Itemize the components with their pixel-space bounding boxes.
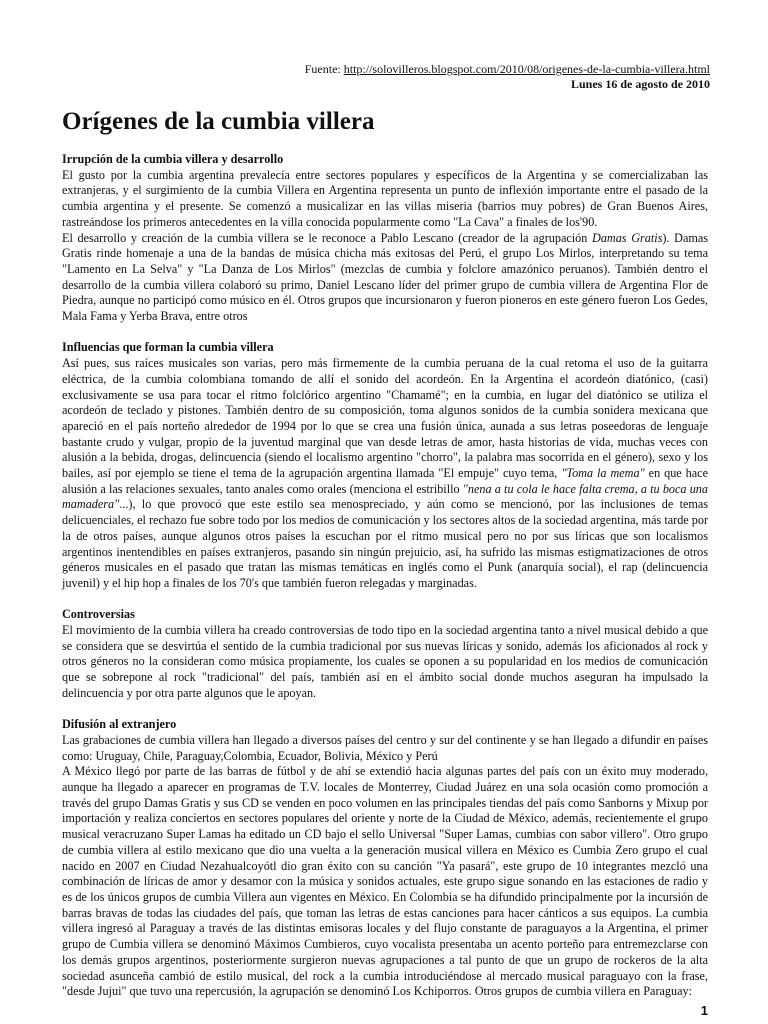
source-link[interactable]: http://solovilleros.blogspot.com/2010/08/origenes-de-la-cumbia-villera.html	[343, 62, 710, 76]
paragraph: Las grabaciones de cumbia villera han llegado a diversos países del centro y sur del continente y se han llegado a difundir en países como: Uruguay, Chile, Paraguay,Colombia, Ecuador, Bolivia, México y Perú	[62, 732, 708, 763]
text-span: ). Damas Gratis rinde homenaje a una de la bandas de música chicha más exitosas del Perú, el grupo Los Mirlos, interpretando su tema "Lamento en La Selva" y "La Danza de Los Mirlos" (mezclas de cumbia y folclore amazónico peruanos). También dentro el desarrollo de la cumbia villera colaboró su primo, Daniel Lescano líder del primer grupo de cumbia villera de Argentina Flor de Piedra, aunque no participó como músico en él. Otros grupos que incursionaron y fueron pioneros en este género fueron Los Gedes, Mala Fama y Yerba Brava, entre otros	[62, 230, 708, 324]
paragraph: El gusto por la cumbia argentina prevalecía entre sectores populares y específicos de la Argentina y se comercializaban las extranjeras, y el surgimiento de la cumbia Villera en Argentina representa un punto de inflexión importante entre el pasado de la cumbia argentina y el presente. Se comenzó a musicalizar en las villas miseria (barrios muy pobres) de Gran Buenos Aires, rastreándose los primeros antecedentes en la villa conocida popularmente como "La Cava" a finales de los'90.	[62, 167, 708, 229]
source-header	[305, 62, 710, 92]
section-heading-irrupcion: Irrupción de la cumbia villera y desarrollo	[62, 152, 284, 166]
section-heading-difusion: Difusión al extranjero	[62, 717, 177, 732]
paragraph: A México llegó por parte de las barras de fútbol y de ahí se extendió hacia algunas partes del país con un éxito muy moderado, aunque ha llegado a aparecer en programas de T.V. locales de Monterrey, Ciudad Juárez en una sola ocasión como promoción a través del grupo Damas Gratis y sus CD se venden en poco volumen en las principales tiendas del país como Sanborns y Mixup por importación y realiza conciertos en sectores populares del oriente y norte de la Ciudad de México, además, recientemente el grupo musical veracruzano Super Lamas ha editado un CD bajo el sello Universal "Super Lamas, cumbias con sabor villero". Otro grupo de cumbia villera al estilo mexicano que dio una vuelta a la generación musical villera en México es Cumbia Zero grupo el cual nacido en 2007 en Ciudad Nezahualcoyótl dio gran éxito con su canción "Ya pasará", este grupo de 10 integrantes mezcló una combinación de líricas de amor y desamor con la música y sonidos actuales, este grupo sigue sonando en las estaciones de radio y es de los únicos grupos de cumbia Villera aun vigentes en México. En Colombia se ha difundido principalmente por la incursión de barras bravas de todas las ciudades del país, que toman las letras de estas canciones para hacer cánticos a sus equipos. La cumbia villera ingresó al Paraguay a través de las distintas emisoras locales y del flujo constante de paraguayos a la Argentina, el primer grupo de Cumbia villera se denominó Máximos Cumbieros, cuyo vocalista presentaba un acento porteño para entremezclarse con los demás grupos argentinos, posteriormente surgieron nuevas agrupaciones a tal punto de que un grupo de rockeros de la alta sociedad asunceña cambió de estilo musical, del rock a la cumbia introduciéndose al mercado musical paraguayo con la frase, "desde Jujui" que tuvo una repercusión, la agrupación se denominó Los Kchiporros. Otros grupos de cumbia villera en Paraguay:	[62, 764, 708, 999]
emphasis-text: "nena a tu cola le hace falta crema, a tu boca una mamadera"	[62, 481, 708, 512]
page-title: Orígenes de la cumbia villera	[62, 108, 375, 135]
section-gap	[62, 702, 708, 718]
text-span: ...), lo que provocó que este estilo sea menospreciado, y aún como se mencionó, por las inclusiones de temas delicuenciales, el rechazo fue sobre todo por los medios de comunicación y los sectores altos de la sociedad argentina, más tarde por la de otros países, aunque algunos otros países la escuchan por el ritmo musical pero no por sus líricas que son localismos argentinos inentendibles en países extranjeros, pasando sin ningún prejuicio, así, ha sufrido las mismas estigmatizaciones de otros géneros musicales en el pasado que tratan las mismas temáticas en inglés como el Punk (anarquía social), el rap (delincuencia juvenil) y el hip hop a finales de los 70's que también fueron relegadas y marginadas.	[62, 497, 708, 590]
publication-date: Lunes 16 de agosto de 2010	[570, 77, 710, 91]
paragraph	[62, 356, 708, 592]
section-heading-controversias: Controversias	[62, 607, 135, 622]
section-gap	[62, 325, 708, 341]
paragraph: El movimiento de la cumbia villera ha creado controversias de todo tipo en la sociedad argentina tanto a nivel musical debido a que se considera que se desvirtúa el sentido de la cumbia tradicional por sus nuevas líricas y sonido, además los aficionados al rock y otros géneros no la consideran como música propiamente, los cuales se oponen a su popularidad en los medios de comunicación que se sobrepone al rock "tradicional" del país, también así en el ámbito social donde muchos aseguran ha impulsado la delincuencia y por otra parte algunos que le apoyan.	[62, 623, 708, 700]
section-heading-influencias: Influencias que forman la cumbia villera	[62, 340, 274, 355]
paragraph	[62, 231, 708, 325]
article-body	[62, 152, 708, 1000]
text-span: El desarrollo y creación de la cumbia villera se le reconoce a Pablo Lescano (creador de la agrupación	[62, 230, 593, 245]
source-line	[305, 62, 710, 77]
text-span: Así pues, sus raíces musicales son varias, pero más firmemente de la cumbia peruana de la cual retoma el uso de la guitarra eléctrica, de la cumbia colombiana tomando de allí el sonido del acordeón. En la Argentina el acordeón diatónico, (casi) exclusivamente se usa para tocar el ritmo folclórico argentino "Chamamé"; en la cumbia, en lugar del diatónico se utiliza el acordeón de teclado y pistones. También dentro de su composición, toma algunos sonidos de la cumbia sonidera mexicana que apareció en el país norteño alrededor de 1994 por lo que se crea una fusión única, aunada a sus letras poseedoras de lenguaje bastante crudo y vulgar, propio de la juventud marginal que van desde letras de amor, hasta historias de vida, muchas veces con alusión a la bebida, drogas, delincuencia (siendo el localismo argentino "chorro", la palabra mas socorrida en el género), sexo y los bailes, así por ejemplo se tiene el tema de la agrupación argentina llamada "El empuje" cuyo tema,	[62, 356, 708, 481]
emphasis-text: Damas Gratis	[592, 230, 663, 245]
section-gap	[62, 592, 708, 608]
emphasis-text: "Toma la mema"	[561, 466, 645, 481]
source-label: Fuente:	[304, 62, 344, 76]
text-span: en que hace alusión a las relaciones sexuales, tanto anales como orales (menciona el estribillo	[62, 466, 708, 496]
page-number: 1	[700, 1003, 708, 1018]
